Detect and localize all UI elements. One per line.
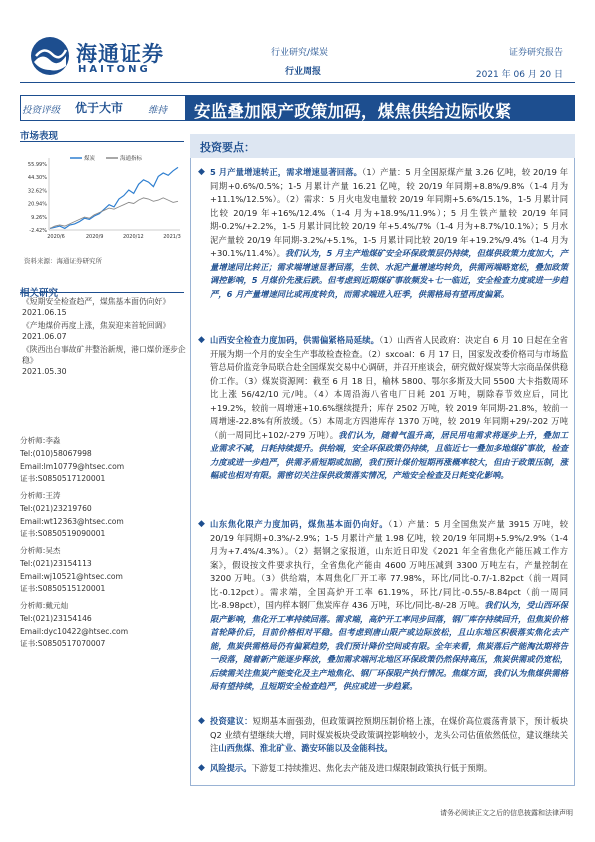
- rating-change: 维持: [148, 105, 168, 116]
- bullet-icon: ◆: [198, 763, 205, 773]
- bullet-icon: ◆: [198, 716, 205, 726]
- performance-divider: [20, 141, 184, 142]
- key-point-heading: 5 月产量增速转正，需求增速显著回落。: [210, 167, 363, 177]
- key-point-heading: 山西安全检查力度加码，供需偏紧格局延续。: [210, 335, 380, 345]
- analyst-name: 分析师:王涛: [20, 491, 61, 500]
- analyst-tel: Tel:(010)58067998: [20, 448, 92, 458]
- analyst-name: 分析师:吴杰: [20, 546, 61, 555]
- bullet-icon: ◆: [198, 335, 205, 345]
- related-item-date: 2021.05.30: [22, 367, 67, 376]
- key-point-investment: [200, 715, 568, 756]
- y-tick-label: 44.30%: [27, 175, 47, 182]
- key-point-body: （1）产量：5 月全国焦炭产量 3915 万吨，较 20/19 年同期+0.3%/-2.9%；1-5 月累计产量 1.98 亿吨，较 20/19 年同期+5.9%/2.9%（1-4 月为+7.4%/4.3%）。（2）据钢之家报道，山东近日印发《2021 年全省焦化产能压减工作方案》，假设按文件要求执行，全省焦化产能由 4600 万吨压减到 3300 万吨左右，产量控制在 3200 万吨。（3）供给端，本周焦化厂开工率 77.98%，环比/同比-0.7/-1.82pct（前一周同比-0.12pct）。需求端，全国高炉开工率 61.19%，环比/同比-0.55/-8.84pct（前一周同比-8.98pct），国内样本钢厂焦炭库存 436 万吨，环比/同比-8/-28 万吨。: [210, 519, 568, 610]
- analyst-cert: 证书:S0850515120001: [20, 584, 106, 594]
- key-point-emphasis: 我们认为，受山西环保限产影响，焦化开工率持续回落。需求端，高炉开工率同步回落，钢厂库存持续回升，但焦炭价格首轮降价后，目前价格相对平稳。但考虑到唐山限产或边际放松，且山东地区积极落实焦化去产能，焦炭供需格局仍有偏紧趋势，我们预计降价空间或有限。全年来看，焦炭落后产能淘汰期将告一段落，随着新产能逐步释放，叠加需求端河北地区环保政策仍然保持高压，焦炭供需或仍宽松，后续需关注焦炭产能变化及主产地焦化、钢厂环保限产执行情况。焦煤方面，我们认为焦煤供需格局有望持续，且短期安全检查趋严，供应或进一步趋紧。: [210, 600, 568, 691]
- series-line-index: [50, 198, 178, 229]
- analyst-list: [20, 435, 185, 651]
- x-tick-label: 2021/3: [163, 234, 181, 240]
- y-tick-label: 20.94%: [27, 201, 47, 208]
- analyst-email[interactable]: Email:dyc10422@htsec.com: [20, 626, 129, 636]
- market-performance-chart: [20, 150, 185, 250]
- x-tick-label: 2020/6: [47, 234, 65, 240]
- bullet-icon: ◆: [198, 167, 205, 177]
- analyst-email[interactable]: Email:lm10779@htsec.com: [20, 461, 125, 471]
- analyst-cert: 证书:S0850517120001: [20, 474, 106, 484]
- key-point-body: （1）产量：5 月全国原煤产量 3.26 亿吨，较 20/19 年同期+0.6%/0.5%；1-5 月累计产量 16.21 亿吨，较 20/19 年同期+8.8%/9.8%（1-4 月为+11.1%/12.5%）。（2）需求：5 月火电发电量较 20/19 年同期+5.6%/15.1%，1-5 月累计同比较 20/19 年+16%/12.4%（1-4 月为+18.9%/11.9%）；5 月生铁产量较 20/19 年同期-0.2%/+2.2%，1-5 月累计同比较 20/19 年+5.4%/7%（1-4 月为+8.7%/10.1%）；5 月水泥产量较 20/19 年同期-3.2%/+5.1%，1-5 月累计同比较 20/19 年+19.2%/9.4%（1-4 月为+30.1%/11.4%）。: [210, 167, 568, 258]
- company-logo: [30, 36, 180, 80]
- chart-source: 资料来源：海通证券研究所: [24, 257, 102, 265]
- key-point-emphasis: 山西焦煤、淮北矿业、潞安环能以及金能科技。: [218, 743, 393, 753]
- report-label: 证券研究报告: [508, 48, 563, 58]
- related-item-title[interactable]: 《陕西出台事故矿井整治新规，港口煤价逐步企稳》: [22, 345, 186, 365]
- analyst-email[interactable]: Email:wj10521@htsec.com: [20, 571, 123, 581]
- related-item-date: 2021.06.15: [22, 308, 67, 317]
- key-point-emphasis: 我们认为，5 月主产地煤矿安全环保政策层仍持续，但煤供政策力度加大，产量增速同比转正；需求端增速显著回落，生铁、水泥产量增速均转负，供需两端略宽松，叠加政策调控影响，5 月煤价先涨后跌。但考虑到近期煤矿事故频发+七一临近，安全检查力度或进一步趋严，6 月产量增速同比或再度转负，而需求端进入旺季，供需格局有望再度偏紧。: [210, 248, 569, 299]
- logo-chinese-text: 海通证券: [76, 41, 164, 66]
- related-item[interactable]: [22, 320, 187, 342]
- haitong-logo-icon: [30, 36, 70, 76]
- analyst-tel: Tel:(021)23219760: [20, 503, 92, 513]
- legend-coal: 煤炭: [84, 156, 96, 162]
- rating-label: 投资评级: [22, 105, 61, 116]
- legend-index: 海通指标: [120, 156, 143, 162]
- y-tick-label: 32.62%: [27, 188, 47, 195]
- related-divider: [20, 292, 184, 293]
- analyst-name: 分析师:戴元灿: [20, 601, 69, 610]
- report-type: 行业周报: [285, 67, 322, 77]
- related-item[interactable]: [22, 296, 187, 318]
- y-tick-label: 55.99%: [27, 162, 47, 168]
- analyst-tel: Tel:(021)23154113: [20, 558, 92, 568]
- related-item-date: 2021.06.07: [22, 332, 67, 341]
- key-point-body: 短期基本面强劲，但政策调控预期压制价格上涨，在煤价高位震荡背景下，预计板块 Q2 业绩有望继续大增，同时煤炭板块受政策调控影响较小，龙头公司估值依然低位，建议继续关注: [210, 716, 568, 753]
- related-item[interactable]: [22, 344, 187, 377]
- performance-heading: 市场表现: [20, 131, 59, 142]
- x-tick-label: 2020/9: [85, 234, 104, 240]
- header-divider: [20, 82, 575, 83]
- analyst-cert: 证书:S0850519090001: [20, 529, 106, 539]
- key-point-risk: [200, 762, 568, 776]
- analyst-email[interactable]: Email:wt12363@htsec.com: [20, 516, 124, 526]
- report-title: 安监叠加限产政策加码，煤焦供给边际收紧: [194, 102, 512, 121]
- report-category: 行业研究/煤炭: [271, 48, 329, 58]
- series-line-coal: [50, 167, 178, 228]
- bullet-icon: ◆: [198, 519, 205, 529]
- key-point-emphasis: 我们认为，随着气温升高，居民用电需求将逐步上升，叠加工业需求不减，日耗持续提升。供给端，安全环保政策仍持续，且临近七一叠加多地煤矿事故，检查力度或进一步趋严，供需矛盾短期或加剧，我们预计煤价短期再涨概率较大，但由于政策压制，涨幅或也相对有限。需密切关注保供政策落实情况，产地安全检查及日耗变化影响。: [210, 429, 568, 480]
- related-item-title[interactable]: 《短期安全检查趋严，煤焦基本面仍向好》: [22, 297, 171, 306]
- related-item-title[interactable]: 《产地煤价再度上涨，焦炭迎来首轮回调》: [22, 321, 171, 330]
- related-heading: 相关研究: [20, 288, 59, 299]
- key-point-shanxi: [200, 334, 568, 483]
- analyst-cert: 证书:S0850517070007: [20, 639, 106, 649]
- analyst-name: 分析师:李淼: [20, 436, 61, 445]
- key-point-heading: 山东焦化限产力度加码，煤焦基本面仍向好。: [210, 519, 389, 529]
- key-point-body: （1）山西省人民政府：决定自 6 月 10 日起在全省开展为期一个月的安全生产事故检查检查。（2）sxcoal：6 月 17 日，国家发改委价格司与市场监管总局价监竞争局联合赴全国煤炭交易中心调研，并召开座谈会，研究做好煤炭等大宗商品保供稳价工作。（3）煤炭资源网：截至 6 月 18 日，榆林 5800、鄂尔多斯及大同 5500 大卡指数周环比上涨 56/42/10 元/吨。（4）本周沿海八省电厂日耗 201 万吨，剔除春节效应后，同比+19.2%，较前一周增速+10.6%继续提升；库存 2502 万吨，较 2019 年同期-21.8%，较前一周增速-22.8%有所放缓。（5）本周北方四港库存 1370 万吨，较 2019 年同期+29/-202 万吨（前一周同比+102/-279 万吨）。: [210, 335, 568, 440]
- key-point-heading: 风险提示。: [210, 763, 252, 773]
- y-tick-label: -2.42%: [29, 228, 47, 234]
- report-date: 2021 年 06 月 20 日: [475, 70, 563, 80]
- footer-disclaimer: 请务必阅读正文之后的信息披露和法律声明: [440, 809, 573, 817]
- key-point-body: 下游复工持续推迟、焦化去产能及进口煤限制政策执行低于预期。: [251, 763, 493, 773]
- logo-english-text: HAITONG: [78, 64, 151, 75]
- analyst-tel: Tel:(021)23154146: [20, 613, 92, 623]
- key-point-coking: [200, 518, 568, 694]
- rating-value: 优于大市: [75, 101, 124, 115]
- x-tick-label: 2020/12: [122, 234, 144, 240]
- y-tick-label: 9.26%: [31, 214, 47, 221]
- key-point-heading: 投资建议：: [210, 716, 253, 726]
- key-point-production: [200, 166, 568, 301]
- key-points-title: 投资要点：: [200, 141, 255, 154]
